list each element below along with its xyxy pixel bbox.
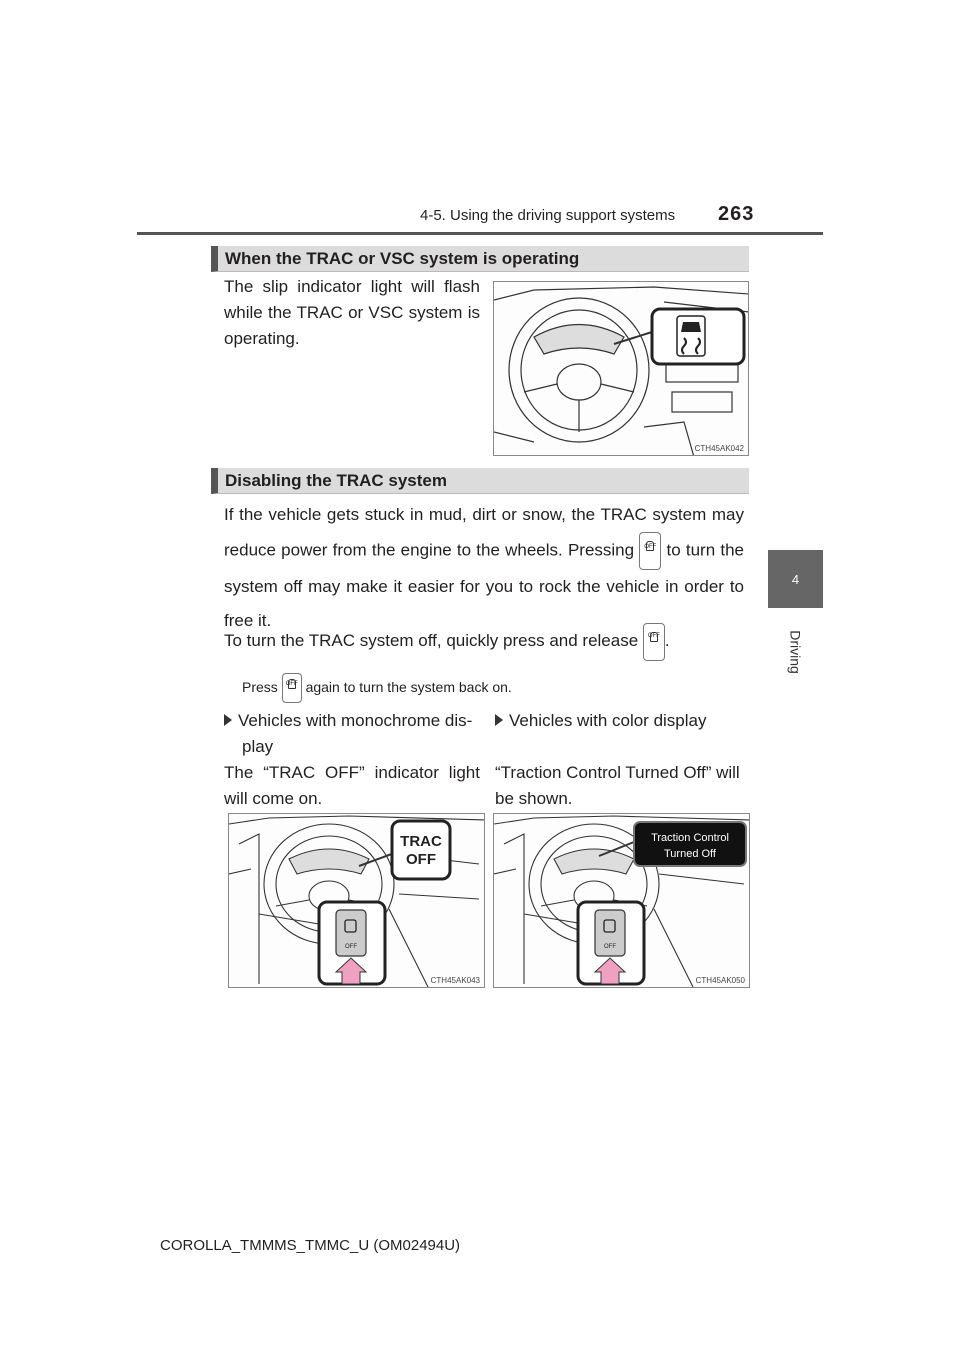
variant-right-desc: “Traction Control Turned Off” will be shown. — [495, 763, 740, 808]
section2-para1 — [224, 498, 744, 638]
chapter-tab[interactable]: 4 — [768, 550, 823, 608]
section2-note — [242, 672, 512, 703]
trac-callout-line2: OFF — [406, 851, 436, 868]
para2-text-b: . — [664, 631, 670, 650]
figure-code: CTH45AK042 — [694, 444, 744, 453]
svg-text:OFF: OFF — [345, 944, 357, 950]
para2-text-a: To turn the TRAC system off, quickly press and release — [224, 631, 639, 650]
section-title: 4-5. Using the driving support systems — [420, 207, 676, 224]
figure-color-display — [493, 813, 750, 988]
variant-right-title: Vehicles with color display — [495, 708, 750, 734]
note-text-b: again to turn the system back on. — [305, 679, 512, 695]
footer-model: COROLLA_TMMMS_TMMC_U (OM02494U) — [160, 1237, 461, 1254]
page-number: 263 — [718, 203, 755, 225]
figure-code: CTH45AK050 — [695, 976, 745, 985]
trac-off-button-icon: OFF — [639, 532, 661, 570]
trac-off-button-icon: OFF — [282, 673, 302, 703]
bullet-triangle-icon — [224, 714, 232, 726]
svg-text:OFF: OFF — [604, 944, 616, 950]
trac-off-switch-icon — [336, 910, 366, 956]
slip-indicator-icon — [677, 316, 705, 356]
chapter-tab-label: Driving — [787, 630, 804, 674]
figure-code: CTH45AK043 — [430, 976, 480, 985]
para1-text-b: to turn the system off may make it easier for you to rock the vehicle in order to free it. — [224, 540, 744, 630]
color-callout-line1: Traction Control — [651, 832, 729, 844]
para1-text-a: If the vehicle gets stuck in mud, dirt or snow, the TRAC system may reduce power from the engine to the wheels. Pressing — [224, 505, 744, 560]
figure-monochrome-display — [228, 813, 485, 988]
trac-off-switch-icon — [595, 910, 625, 956]
header-rule — [137, 232, 823, 235]
color-callout-line2: Turned Off — [664, 848, 716, 860]
note-text-a: Press — [242, 679, 278, 695]
bullet-triangle-icon — [495, 714, 503, 726]
dashboard-illustration — [494, 282, 749, 456]
variant-left-title: Vehicles with monochrome dis- play — [224, 708, 474, 760]
trac-callout-line1: TRAC — [400, 833, 442, 850]
section2-para2 — [224, 622, 744, 661]
variant-left-desc: The “TRAC OFF” indicator light will come on. — [224, 763, 480, 808]
section1-body: The slip indicator light will flash while the TRAC or VSC system is operating. — [224, 277, 480, 348]
section-heading-disabling: Disabling the TRAC system — [211, 468, 749, 494]
figure-slip-indicator — [493, 281, 749, 456]
section-heading-operating: When the TRAC or VSC system is operating — [211, 246, 749, 272]
trac-off-button-icon: OFF — [643, 623, 665, 661]
